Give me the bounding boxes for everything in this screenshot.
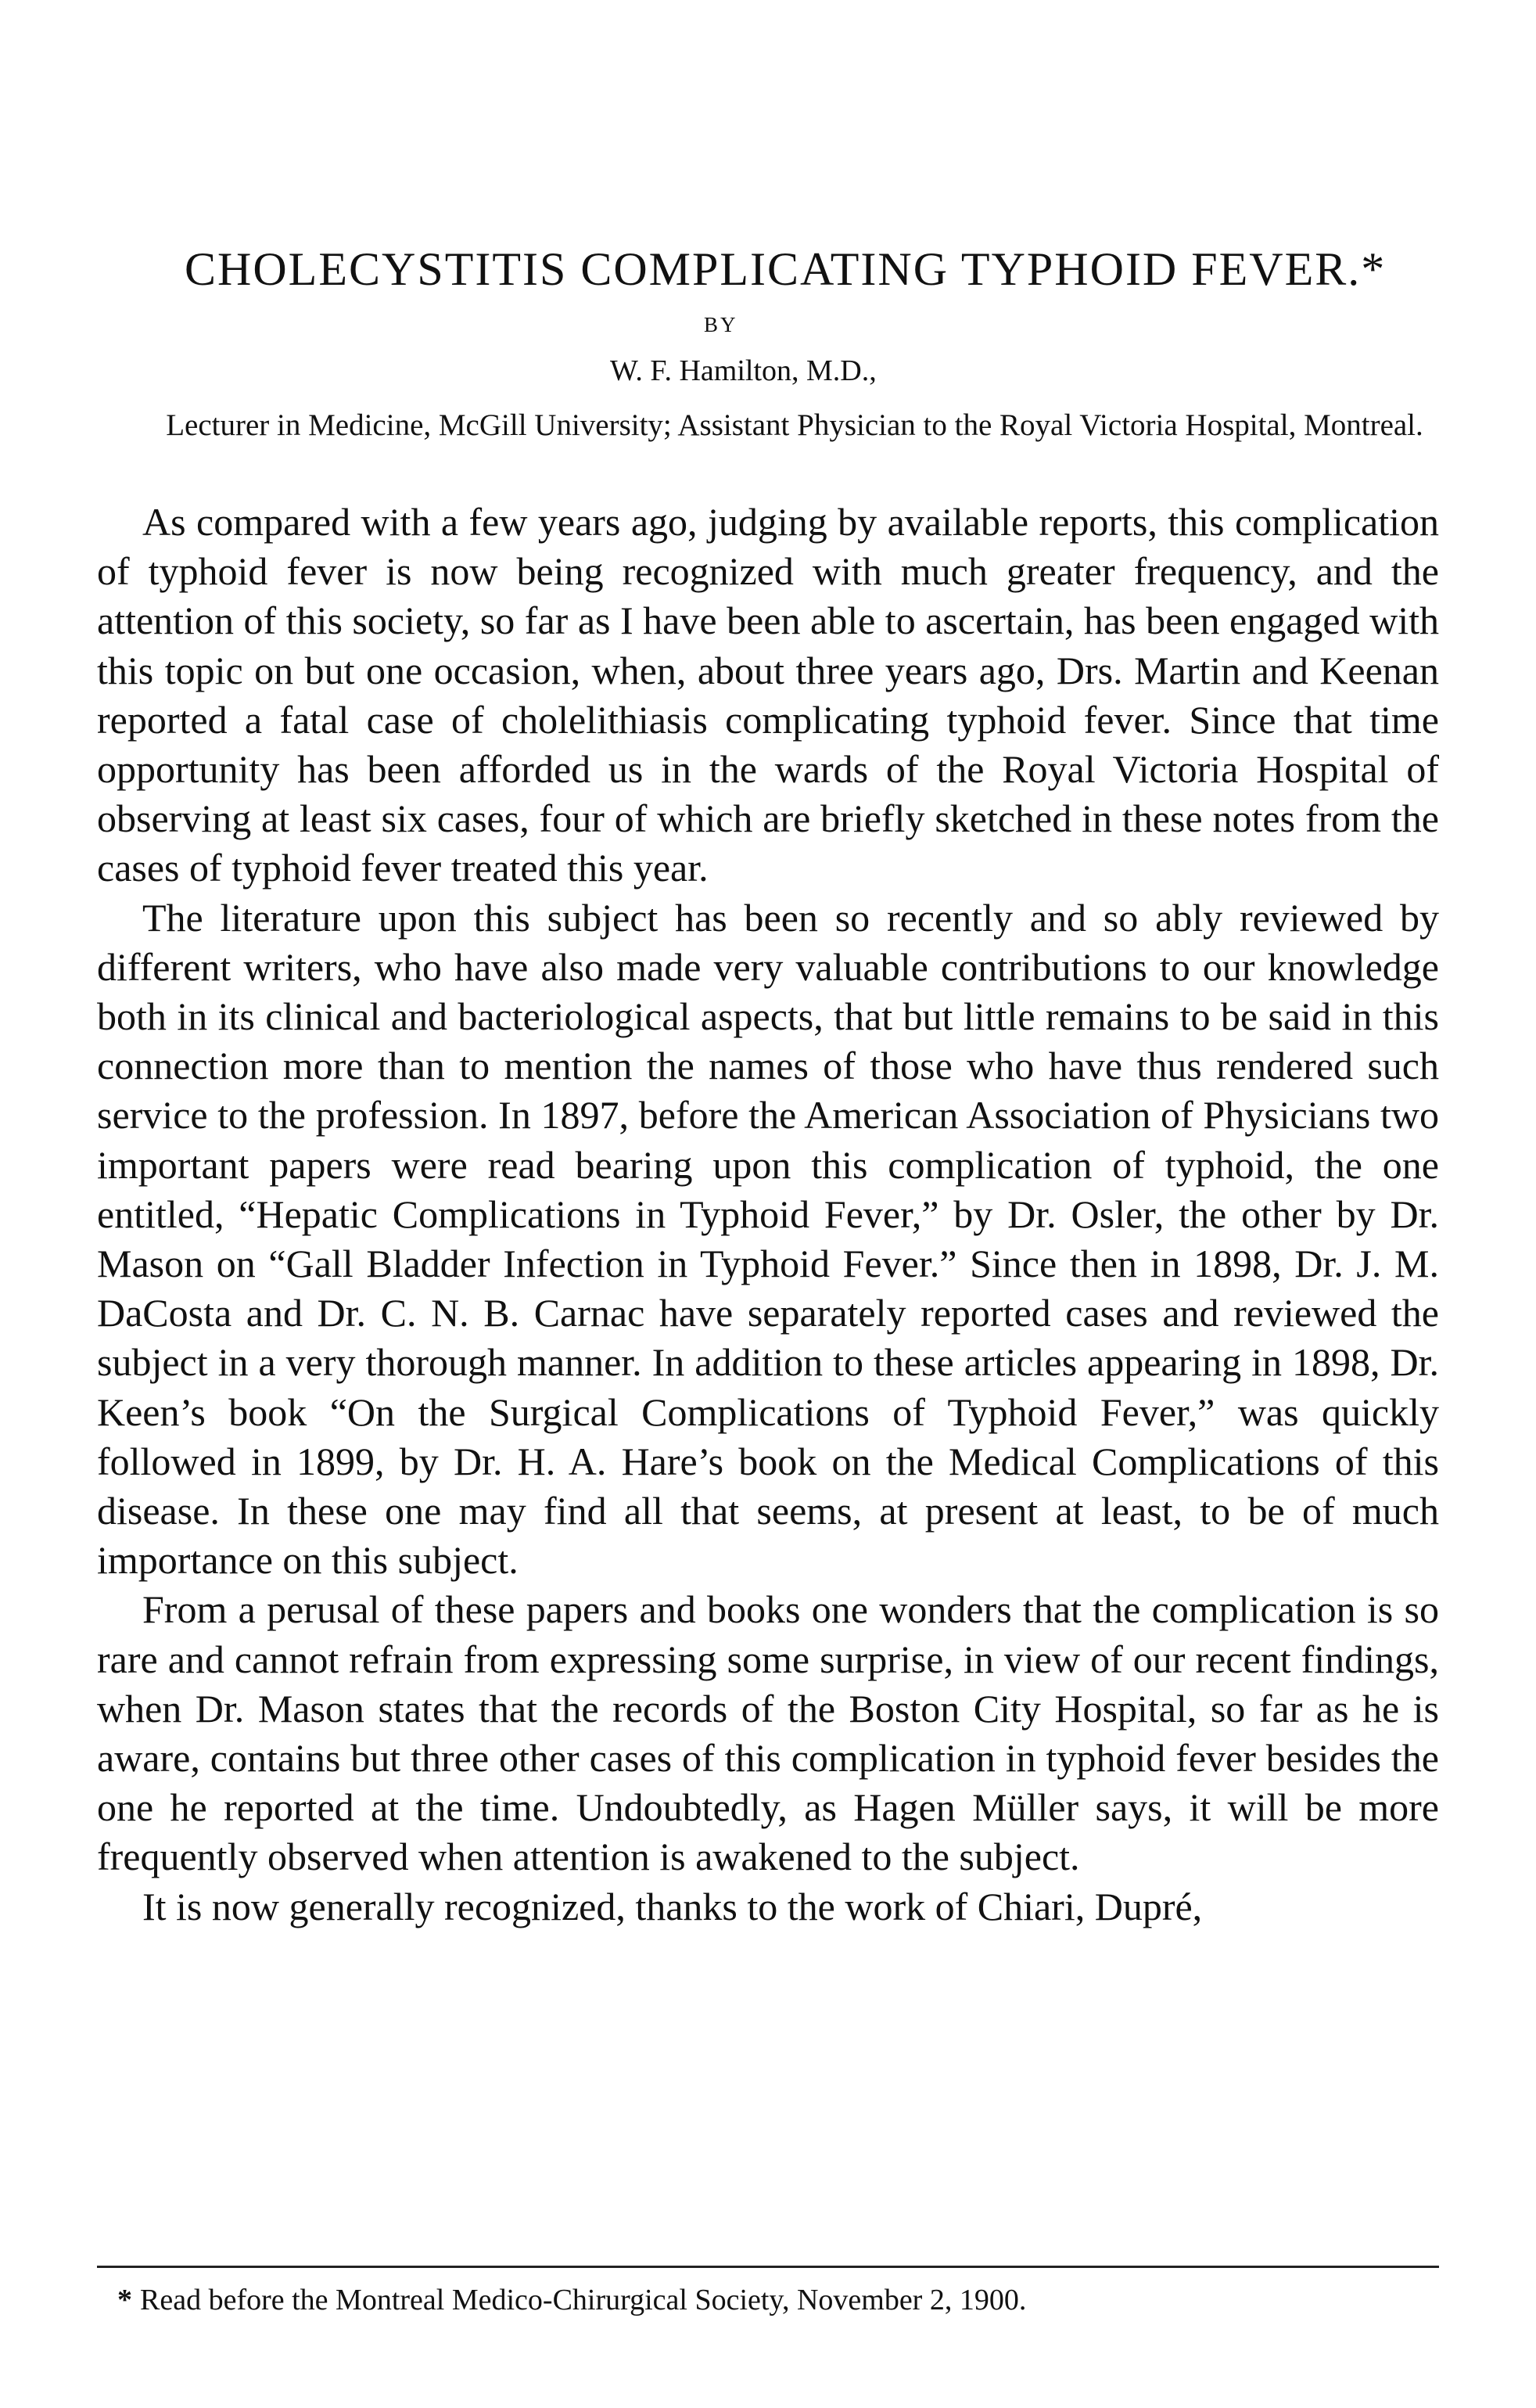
footnote — [117, 2283, 1026, 2317]
article-title: CHOLECYSTITIS COMPLICATING TYPHOID FEVER.* — [185, 243, 1387, 295]
footnote-divider — [97, 2266, 1439, 2268]
byline-label: BY — [704, 313, 738, 336]
paragraph: It is now generally recognized, thanks to the work of Chiari, Dupré, — [142, 1884, 1203, 1928]
paragraph: As compared with a few years ago, judging by available reports, this complication of typhoid fever is now being recognized with much greater frequency, and the attention of this society, so far as I have been able to ascertain, has been engaged with this topic on but one occasion, when, about three years ago, Drs. Martin and Keenan reported a fatal case of cholelithiasis complicating typhoid fever. Since that time opportunity has been afforded us in the wards of the Royal Victoria Hospital of observing at least six cases, four of which are briefly sketched in these notes from the cases of typhoid fever treated this year. — [97, 500, 1439, 890]
author-affiliation: Lecturer in Medicine, McGill University; Assistant Physician to the Royal Victoria Hospital, Montreal. — [166, 408, 1423, 442]
footnote-marker: * — [117, 2284, 132, 2316]
paragraph: The literature upon this subject has been so recently and so ably reviewed by different writers, who have also made very valuable contributions to our knowledge both in its clinical and bacteriological aspects, that but little remains to be said in this connection more than to mention the names of those who have thus rendered such service to the profession. In 1897, before the American Association of Physicians two important papers were read bearing upon this complication of typhoid, the one entitled, “Hepatic Complications in Typhoid Fever,” by Dr. Osler, the other by Dr. Mason on “Gall Bladder Infection in Typhoid Fever.” Since then in 1898, Dr. J. M. DaCosta and Dr. C. N. B. Carnac have separately reported cases and reviewed the subject in a very thorough manner. In addition to these articles appearing in 1898, Dr. Keen’s book “On the Surgical Complications of Typhoid Fever,” was quickly followed in 1899, by Dr. H. A. Hare’s book on the Medical Complications of this disease. In these one may find all that seems, at present at least, to be of much importance on this subject. — [97, 895, 1439, 1583]
footnote-text: Read before the Montreal Medico-Chirurgical Society, November 2, 1900. — [140, 2284, 1027, 2316]
body-text — [97, 498, 1439, 1932]
paragraph: From a perusal of these papers and books one wonders that the complication is so rare and cannot refrain from expressing some surprise, in view of our recent findings, when Dr. Mason states that the records of the Boston City Hospital, so far as he is aware, contains but three other cases of this complication in typhoid fever besides the one he reported at the time. Undoubtedly, as Hagen Müller says, it will be more frequently observed when attention is awakened to the subject. — [97, 1587, 1439, 1879]
author-name: W. F. Hamilton, M.D., — [610, 354, 877, 387]
